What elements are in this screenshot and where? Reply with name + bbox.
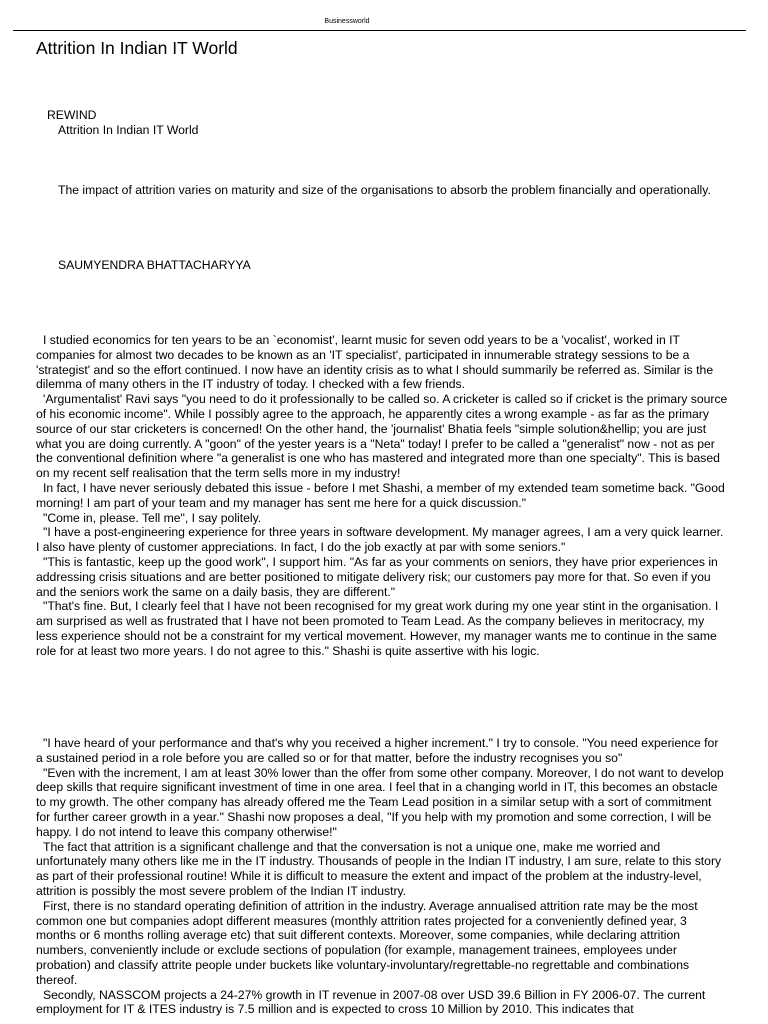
body-paragraph: First, there is no standard operating definition of attrition in the industry. Average annualised attrition rate may be the most common one but companies adopt different measures (monthly attrition rates projected for a conveniently defined year, 3 months or 6 months rolling average etc) that suit different contexts. Moreover, some companies, while declaring attrition numbers, conveniently include or exclude sections of population (for example, management trainees, employees under probation) and classify attrite people under buckets like voluntary-involuntary/regrettable-no regrettable and combinations thereof. (36, 898, 698, 987)
header-rule (13, 30, 746, 31)
document-title: Attrition In Indian IT World (36, 38, 238, 58)
intro-paragraph: The impact of attrition varies on maturity and size of the organisations to absorb the problem financially and operationally. (58, 183, 711, 197)
section-subtitle: Attrition In Indian IT World (58, 123, 199, 137)
section-label: REWIND (47, 108, 97, 122)
body-paragraph: "I have heard of your performance and that's why you received a higher increment." I try to console. "You need experience for a sustained period in a role before you are called so or for that matter, before the industry recognises you so" (36, 736, 719, 765)
publication-name: Businessworld (324, 18, 370, 25)
body-paragraph: In fact, I have never seriously debated this issue - before I met Shashi, a member of my extended team sometime back. "Good morning! I am part of your team and my manager has sent me here for a quick discussion." (36, 480, 725, 510)
body-paragraph: "Come in, please. Tell me", I say politely. (43, 510, 262, 525)
article-body-part1 (36, 333, 728, 659)
body-paragraph: The fact that attrition is a significant challenge and that the conversation is not a unique one, make me worried and unfortunately many others like me in the IT industry. Thousands of people in the Indian IT industry, I am sure, relate to this story as part of their professional routine! While it is difficult to measure the extent and impact of the problem at the industry-level, attrition is possibly the most severe problem of the Indian IT industry. (36, 839, 722, 898)
article-body-part2 (36, 736, 728, 1017)
body-paragraph: "This is fantastic, keep up the good work", I support him. "As far as your comments on seniors, they have prior experiences in addressing crisis situations and are better positioned to mitigate delivery risk; our customers pay more for that. So even if you and the seniors work the same on a daily basis, they are different." (36, 554, 718, 599)
body-paragraph: "Even with the increment, I am at least 30% lower than the offer from some other company. Moreover, I do not want to develop deep skills that require significant investment of time in one area. I feel that in a changing world in IT, this becomes an obstacle to my growth. The other company has already offered me the Team Lead position in a similar setup with a sort of commitment for further career growth in a year." Shashi now proposes a deal, "If you help with my promotion and some correction, I will be happy. I do not intend to leave this company otherwise!" (36, 765, 724, 839)
body-paragraph: "That's fine. But, I clearly feel that I have not been recognised for my great work during my one year stint in the organisation. I am surprised as well as frustrated that I have not been promoted to Team Lead. As the company believes in meritocracy, my less experience should not be a constraint for my vertical movement. However, my manager wants me to continue in the same role for at least two more years. I do not agree to this." Shashi is quite assertive with his logic. (36, 599, 719, 658)
body-paragraph: I studied economics for ten years to be an `economist', learnt music for seven odd years to be a 'vocalist', worked in IT companies for almost two decades to be known as an 'IT specialist', participated in innumerable strategy sessions to be a 'strategist' and so the effort continued. I now have an identity crisis as to what I should summarily be referred as. Similar is the dilemma of many others in the IT industry of today. I checked with a few friends. (36, 333, 714, 392)
body-paragraph: 'Argumentalist' Ravi says "you need to do it professionally to be called so. A cricketer is called so if cricket is the primary source of his economic income". While I possibly agree to the approach, he apparently cites a wrong example - as far as the primary source of our star cricketers is concerned! On the other hand, the 'journalist' Bhatia feels "simple solution&hellip; you are just what you are doing currently. A "goon" of the yester years is a "Neta" today! I prefer to be called a "generalist" now - not as per the conventional definition where "a generalist is one who has mastered and integrated more than one specialty". This is based on my recent self realisation that the term sells more in my industry! (36, 392, 728, 481)
body-paragraph: Secondly, NASSCOM projects a 24-27% growth in IT revenue in 2007-08 over USD 39.6 Billion in FY 2006-07. The current employment for IT & ITES industry is 7.5 million and is expected to cross 10 Million by 2010. This indicates that (36, 987, 706, 1017)
author-byline: SAUMYENDRA BHATTACHARYYA (58, 258, 251, 272)
body-paragraph: "I have a post-engineering experience for three years in software development. My manager agrees, I am a very quick learner. I also have plenty of customer appreciations. In fact, I do the job exactly at par with some seniors." (36, 525, 724, 555)
